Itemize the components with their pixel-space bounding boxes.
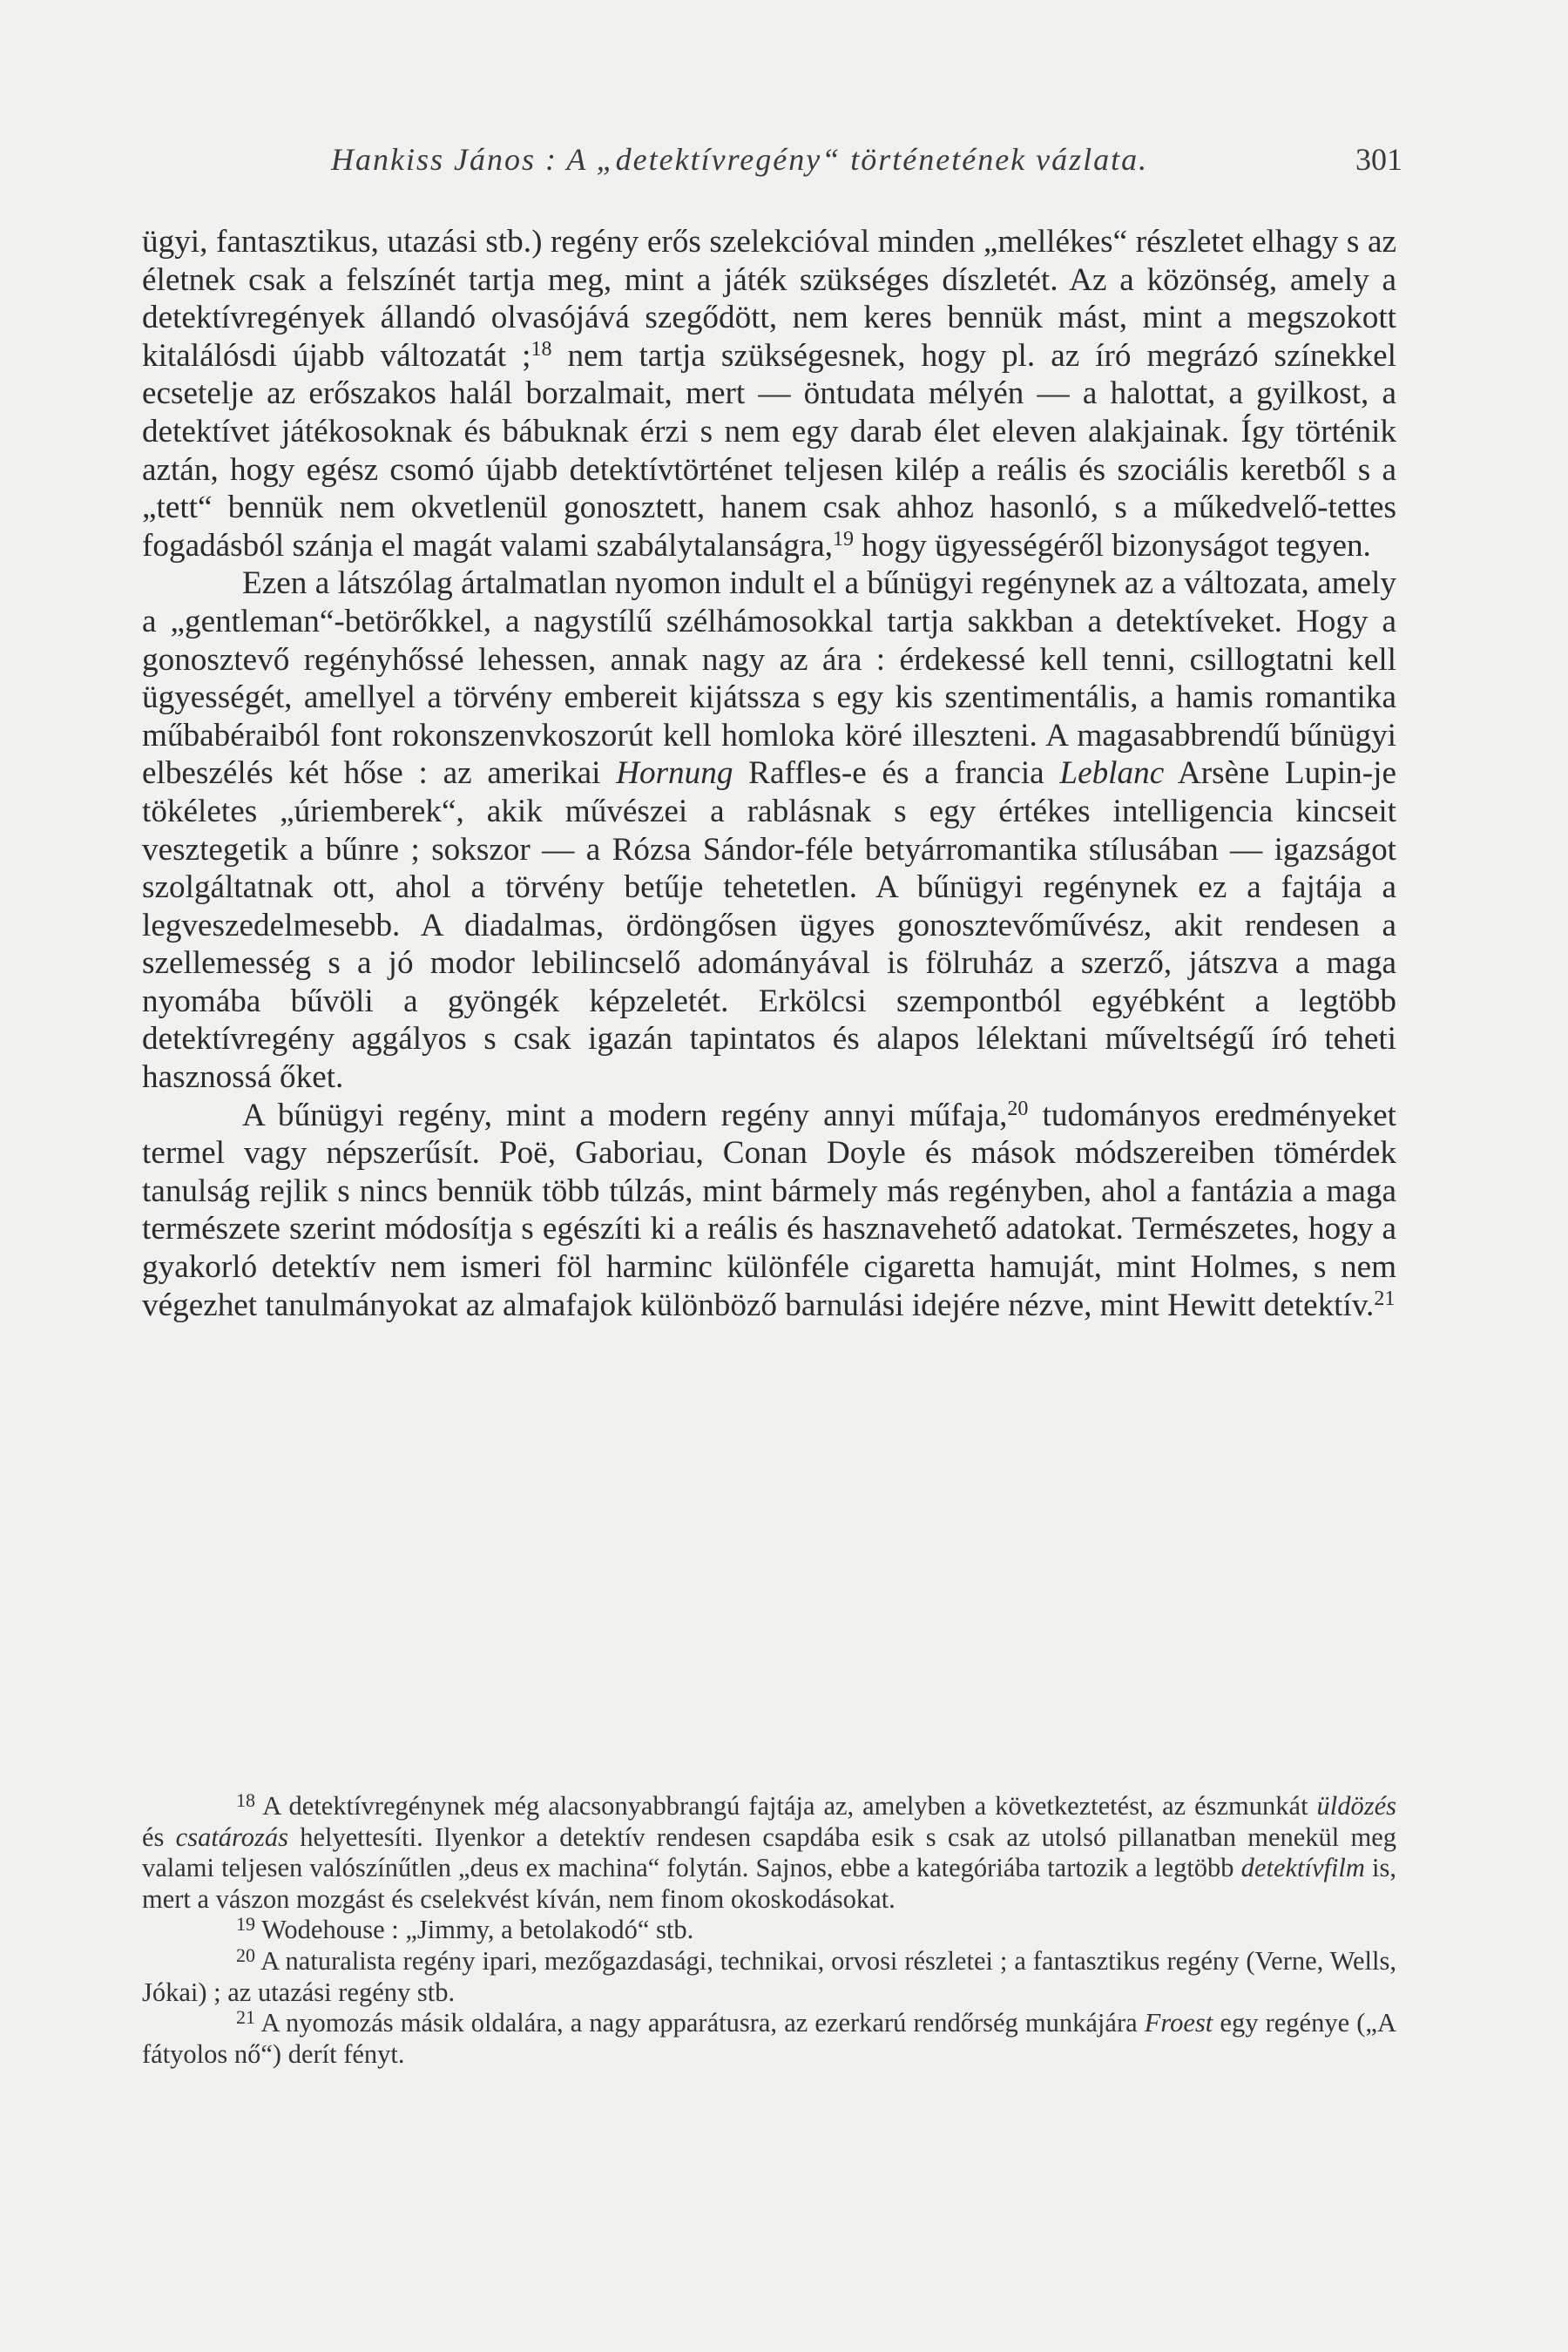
footnote-ref-18: 18: [531, 337, 552, 361]
footnote-ref-19: 19: [833, 527, 854, 551]
text-run: A detektívregénynek még alacsonyabbrangú fajtája az, amelyben a következtetést, az észmunkát: [255, 1791, 1317, 1821]
author-name-froest: Froest: [1144, 2008, 1213, 2038]
text-run: Arsène Lupin-je tökéletes „úriemberek“, akik művészei a rablásnak s egy értékes intelligencia kincseit vesztegetik a bűnre ; sokszor — a Rózsa Sándor-féle betyárromantika stílusában — igazságot szolgáltatnak ott, ahol a törvény betűje tehetetlen. A bűnügyi regénynek ez a fajtája a legveszedelmesebb. A diadalmas, ördöngősen ügyes gonosztevőművész, akit rendesen a szellemesség s a jó modor lebilincselő adományával is fölruház a szerző, játszva a maga nyomába bűvöli a gyöngék képzeletét. Erkölcsi szempontból egyébként a legtöbb detektívregény aggályos s csak igazán tapintatos és alapos lélektani műveltségű író teheti hasznossá őket.: [142, 755, 1396, 1096]
main-text: [142, 223, 1396, 1324]
text-run: is, mert a vászon mozgást és cselekvést kíván, nem finom okoskodásokat.: [142, 1853, 1396, 1914]
text-run: Wodehouse : „Jimmy, a betolakodó“ stb.: [255, 1915, 694, 1945]
text-run: egy regénye („A fátyolos nő“) derít fényt.: [142, 2008, 1396, 2069]
footnote-20: [142, 1943, 1396, 2008]
footnote-mark: 19: [236, 1913, 255, 1936]
text-run: és: [142, 1821, 176, 1852]
author-name-hornung: Hornung: [616, 755, 733, 792]
footnote-mark: 18: [236, 1789, 255, 1811]
text-run: ügyi, fantasztikus, utazási stb.) regény erős szelekcióval minden „mellékes“ részletet elhagy s az életnek csak a felszínét tartja meg, mint a játék szükséges díszletét. Az a közönség, amely a detektívregények állandó olvasójává szegődött, nem keres bennük mást, mint a megszokott kitalálósdi újabb változatát ;: [142, 224, 1396, 374]
footnotes: [142, 1791, 1396, 2070]
text-run: Ezen a látszólag ártalmatlan nyomon indult el a bűnügyi regénynek az a változata, amely a „gentleman“-betörőkkel, a nagystílű szélhámosokkal tartja sakkban a detektíveket. Hogy a gonosztevő regényhőssé lehessen, annak nagy az ára : érdekessé kell tenni, csillogtatni kell ügyességét, amellyel a törvény embereit kijátssza s egy kis szentimentális, a hamis romantika műbabéraiból font rokonszenvkoszorút kell homloka köré illeszteni. A magasabbrendű bűnügyi elbeszélés két hőse : az amerikai: [142, 565, 1396, 792]
text-run: nem tartja szükségesnek, hogy pl. az író megrázó színekkel ecsetelje az erőszakos halál borzalmait, mert — öntudata mélyén — a halottat, a gyilkost, a detektívet játékosoknak és bábuknak érzi s nem egy darab élet eleven alakjainak. Így történik aztán, hogy egész csomó újabb detektívtörténet teljesen kilép a reális és szociális keretből s a „tett“ bennük nem okvetlenül gonosztett, hanem csak ahhoz hasonló, s a műkedvelő-tettes fogadásból szánja el magát valami szabálytalanságra,: [142, 337, 1396, 564]
page-number: 301: [1355, 142, 1402, 177]
footnote-mark: 21: [236, 2006, 255, 2029]
italic-term: detektívfilm: [1240, 1853, 1365, 1883]
text-run: A bűnügyi regény, mint a modern regény annyi műfaja,: [242, 1097, 1008, 1133]
footnote-ref-21: 21: [1374, 1287, 1396, 1310]
text-run: hogy ügyességéről bizonyságot tegyen.: [854, 527, 1371, 564]
text-run: tudományos eredményeket termel vagy népszerűsít. Poë, Gaboriau, Conan Doyle és mások módszereiben tömérdek tanulság rejlik s nincs bennük több túlzás, mint bármely más regényben, ahol a fantázia a maga természete szerint módosítja s egészíti ki a reális és hasznavehető adatokat. Természetes, hogy a gyakorló detektív nem ismeri föl harminc különféle cigaretta hamuját, mint Holmes, s nem végezhet tanulmányokat az almafajok különböző barnulási idejére nézve, mint Hewitt detektív.: [142, 1097, 1396, 1323]
page-header: [331, 141, 1402, 193]
text-run: helyettesíti. Ilyenkor a detektív rendesen csapdába esik s csak az utolsó pillanatban menekül meg valami teljesen valószínűtlen „deus ex machina“ folytán. Sajnos, ebbe a kategóriába tartozik a legtöbb: [142, 1821, 1396, 1883]
italic-term: csatározás: [175, 1821, 289, 1852]
paragraph-2: [142, 564, 1396, 1096]
footnote-mark: 20: [236, 1943, 255, 1966]
footnote-18: [142, 1791, 1396, 1915]
text-run: Raffles-e és a francia: [733, 755, 1060, 792]
running-title: Hankiss János : A „detektívregény“ történetének vázlata.: [331, 142, 1149, 177]
text-run: A nyomozás másik oldalára, a nagy apparátusra, az ezerkarú rendőrség munkájára: [255, 2008, 1145, 2038]
author-name-leblanc: Leblanc: [1059, 755, 1165, 792]
footnote-21: [142, 2008, 1396, 2070]
paragraph-3: [142, 1097, 1396, 1325]
italic-term: üldözés: [1316, 1791, 1396, 1821]
footnote-ref-20: 20: [1007, 1097, 1029, 1120]
footnote-19: [142, 1915, 1396, 1946]
text-run: A naturalista regény ipari, mezőgazdasági, technikai, orvosi részletei ; a fantasztikus regény (Verne, Wells, Jókai) ; az utazási regény stb.: [142, 1945, 1396, 2007]
paragraph-1: [142, 223, 1396, 564]
